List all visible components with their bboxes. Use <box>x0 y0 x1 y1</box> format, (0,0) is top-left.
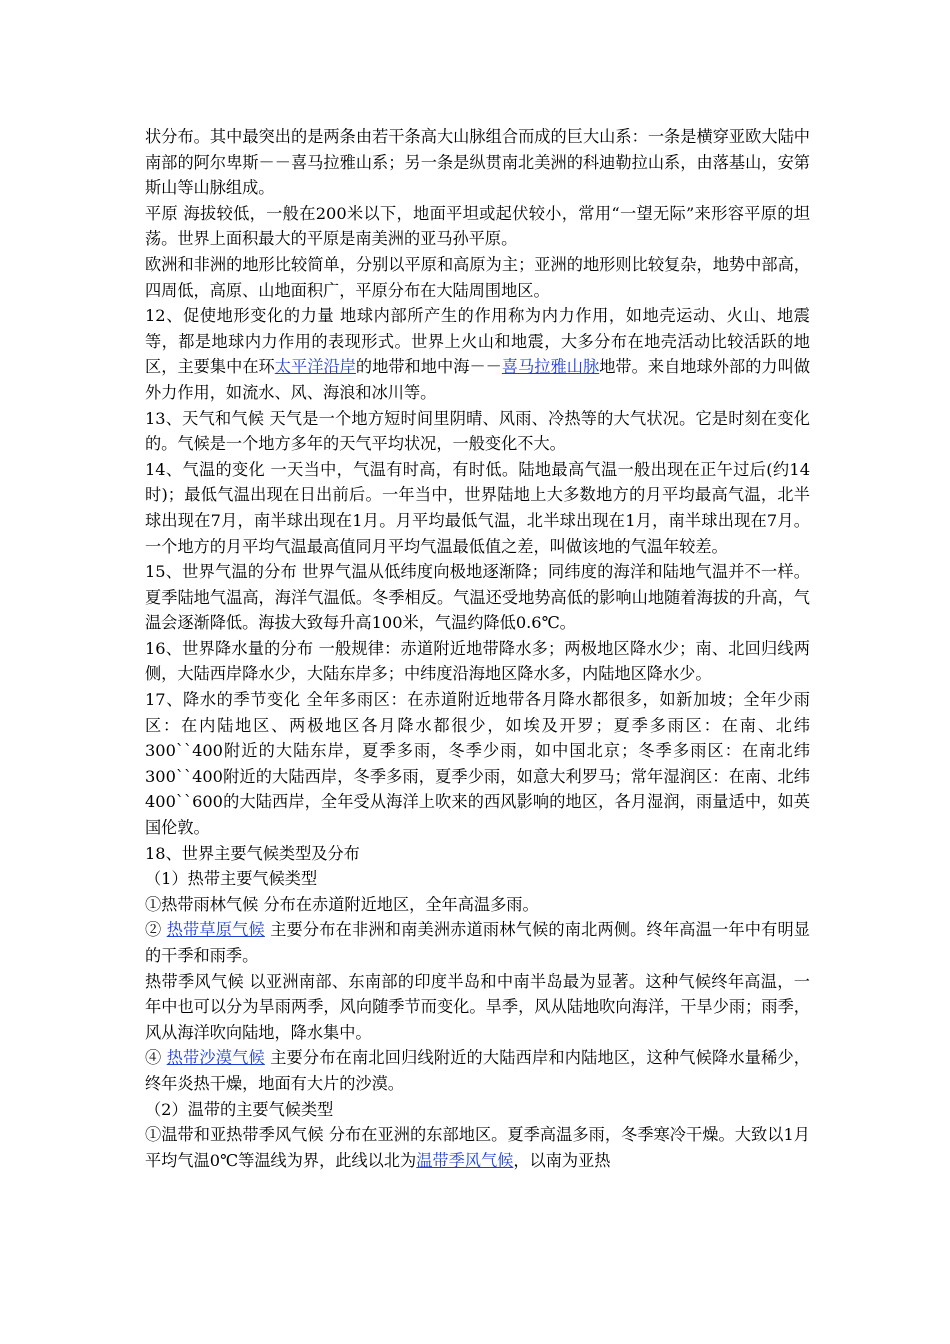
paragraph-seasonal-precipitation: 17、降水的季节变化 全年多雨区：在赤道附近地带各月降水都很多，如新加坡；全年少雨区：在内陆地区、两极地区各月降水都很少，如埃及开罗；夏季多雨区：在南、北纬300``400附近的大陆东岸，夏季多雨，冬季少雨，如中国北京；冬季多雨区：在南北纬300``400附近的大陆西岸，冬季多雨，夏季少雨，如意大利罗马；常年湿润区：在南、北纬400``600的大陆西岸，全年受从海洋上吹来的西风影响的地区，各月湿润，雨量适中，如英国伦敦。 <box>145 690 810 838</box>
paragraph-mountain-systems: 状分布。其中最突出的是两条由若干条高大山脉组合而成的巨大山系：一条是横穿亚欧大陆中南部的阿尔卑斯－－喜马拉雅山系；另一条是纵贯南北美洲的科迪勒拉山系，由落基山，安第斯山等山脉组成。 <box>145 127 810 198</box>
paragraph-temperature-change: 14、气温的变化 一天当中，气温有时高，有时低。陆地最高气温一般出现在正午过后(约14时)；最低气温出现在日出前后。一年当中，世界陆地上大多数地方的月平均最高气温，北半球出现在7月，南半球出现在1月。月平均最低气温，北半球出现在1月，南半球出现在7月。一个地方的月平均气温最高值同月平均气温最低值之差，叫做该地的气温年较差。 <box>145 459 810 556</box>
text-run: 主要分布在南北回归线附近的大陆西岸和内陆地区，这种气候降水量稀少，终年炎热干燥，地面有大片的沙漠。 <box>145 1048 810 1093</box>
text-run: ② <box>145 920 167 940</box>
subheading-temperate-climates: （2）温带的主要气候类型 <box>145 1099 334 1119</box>
text-run: ①温带和亚热带季风气候 分布在亚洲的东部地区。夏季高温多雨，冬季寒冷干燥。大致以1月平均气温0℃等温线为界，此线以北为 <box>145 1125 810 1170</box>
paragraph-plains: 平原 海拔较低，一般在200米以下，地面平坦或起伏较小，常用“一望无际”来形容平原的坦荡。世界上面积最大的平原是南美洲的亚马孙平原。 <box>145 203 810 249</box>
text-run: ④ <box>145 1048 167 1068</box>
paragraph-weather-climate: 13、天气和气候 天气是一个地方短时间里阴晴、风雨、冷热等的大气状况。它是时刻在变化的。气候是一个地方多年的天气平均状况，一般变化不大。 <box>145 408 810 454</box>
paragraph-tropical-savanna <box>145 917 810 968</box>
paragraph-tropical-rainforest: ①热带雨林气候 分布在赤道附近地区，全年高温多雨。 <box>145 894 539 914</box>
link-tropical-savanna-climate[interactable]: 热带草原气候 <box>166 920 265 940</box>
text-run: 主要分布在非洲和南美洲赤道雨林气候的南北两侧。终年高温一年中有明显的干季和雨季。 <box>145 920 810 965</box>
link-himalayas[interactable]: 喜马拉雅山脉 <box>501 357 600 377</box>
document-body <box>145 124 810 1173</box>
paragraph-monsoon-climate <box>145 1122 810 1173</box>
paragraph-tropical-monsoon: 热带季风气候 以亚洲南部、东南部的印度半岛和中南半岛最为显著。这种气候终年高温，一年中也可以分为旱雨两季，风向随季节而变化。旱季，风从陆地吹向海洋，干旱少雨；雨季，风从海洋吹向陆地，降水集中。 <box>145 971 810 1042</box>
subheading-tropical-climates: （1）热带主要气候类型 <box>145 869 318 889</box>
text-run: ，以南为亚热 <box>513 1150 611 1170</box>
text-run: 地带。来自地球外部的力叫做外力作用，如流水、风、海浪和冰川等。 <box>145 357 811 402</box>
text-run: 的地带和地中海－－ <box>355 357 502 377</box>
paragraph-tropical-desert <box>145 1045 810 1096</box>
heading-climate-types: 18、世界主要气候类型及分布 <box>145 843 360 863</box>
paragraph-temperature-distribution: 15、世界气温的分布 世界气温从低纬度向极地逐渐降；同纬度的海洋和陆地气温并不一样。夏季陆地气温高，海洋气温低。冬季相反。气温还受地势高低的影响山地随着海拔的升高，气温会逐渐降低。海拔大致每升高100米，气温约降低0.6℃。 <box>145 562 810 633</box>
link-temperate-monsoon-climate[interactable]: 温带季风气候 <box>416 1150 514 1170</box>
link-pacific-coast[interactable]: 太平洋沿岸 <box>274 357 356 377</box>
paragraph-precipitation-distribution: 16、世界降水量的分布 一般规律：赤道附近地带降水多；两极地区降水少；南、北回归线两侧，大陆西岸降水少，大陆东岸多；中纬度沿海地区降水多，内陆地区降水少。 <box>145 638 810 684</box>
paragraph-terrain-europe-africa-asia: 欧洲和非洲的地形比较简单，分别以平原和高原为主；亚洲的地形则比较复杂，地势中部高，四周低，高原、山地面积广，平原分布在大陆周围地区。 <box>145 254 810 300</box>
link-tropical-desert-climate[interactable]: 热带沙漠气候 <box>166 1048 265 1068</box>
paragraph-landform-forces <box>145 303 810 405</box>
text-run: 12、促使地形变化的力量 地球内部所产生的作用称为内力作用，如地壳运动、火山、地震等，都是地球内力作用的表现形式。世界上火山和地震，大多分布在地壳活动比较活跃的地区，主要集中在环 <box>145 306 810 377</box>
